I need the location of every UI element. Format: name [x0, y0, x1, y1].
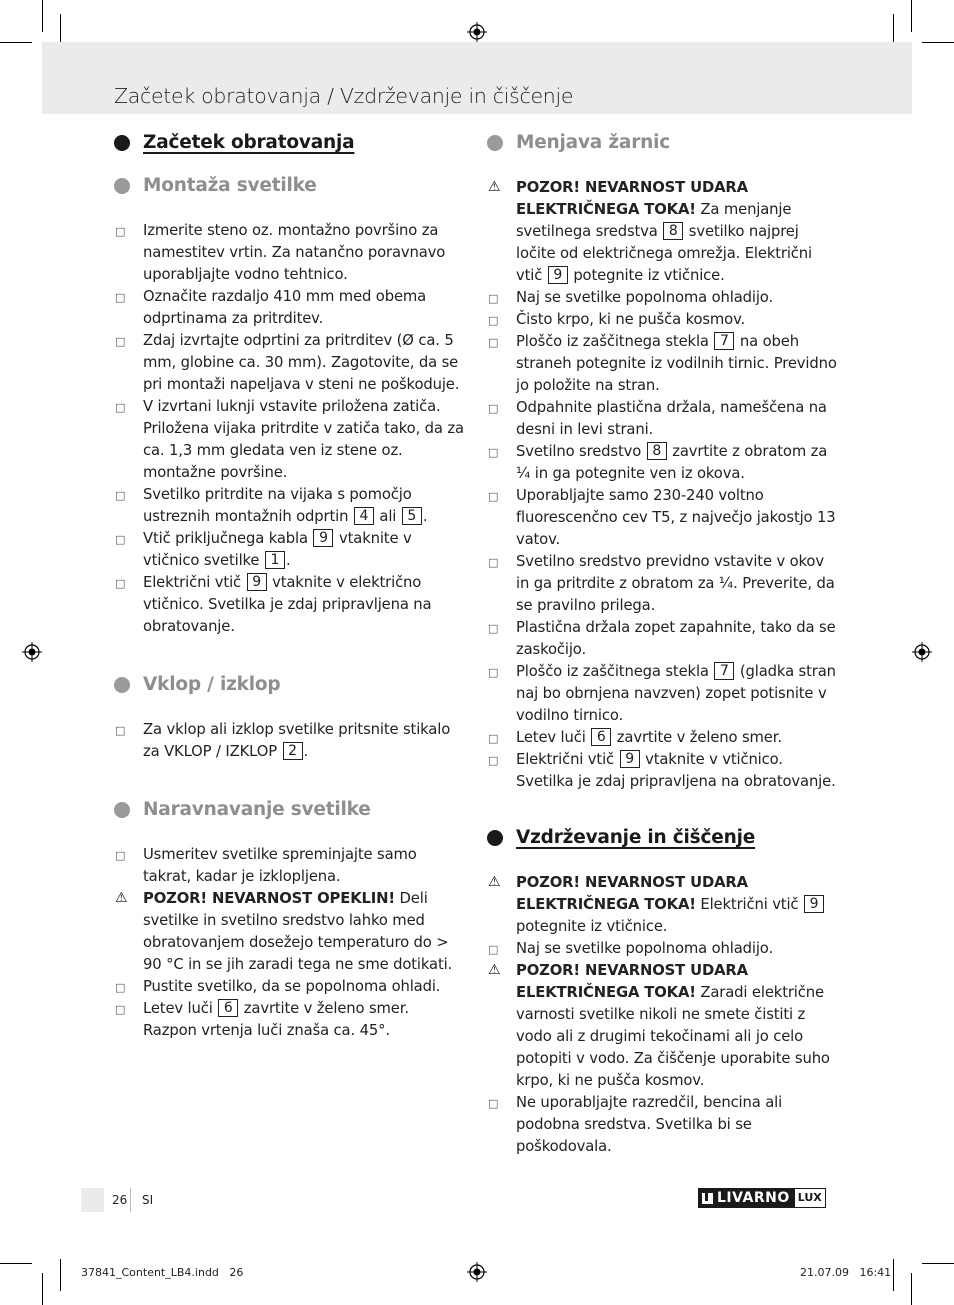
crop-mark	[60, 1259, 61, 1291]
section-title: Vzdrževanje in čiščenje	[516, 827, 756, 848]
section	[114, 175, 466, 638]
item-text: Označite razdaljo 410 mm med obema odprtinama za pritrditev.	[143, 288, 427, 327]
step-item	[114, 976, 466, 998]
dot-bullet-icon	[487, 830, 503, 846]
logo-brand-text: LIVARNO	[717, 1190, 790, 1206]
item-list	[487, 872, 839, 1158]
crop-mark	[42, 1273, 43, 1305]
part-reference: 9	[804, 895, 824, 913]
print-slug-datetime: 21.07.09 16:41	[800, 1266, 892, 1279]
part-reference: 1	[265, 551, 285, 569]
item-list	[114, 719, 466, 763]
item-text: Svetilno sredstvo previdno vstavite v okov in ga pritrdite z obratom za ¼. Preverite, da se pravilno prilega.	[516, 553, 835, 614]
checkbox-icon: □	[115, 981, 126, 994]
step-item	[487, 938, 839, 960]
checkbox-icon: □	[115, 335, 126, 348]
crop-mark	[0, 42, 32, 43]
item-text: Plastična držala zopet zapahnite, tako da se zaskočijo.	[516, 619, 836, 658]
part-reference: 7	[714, 662, 734, 680]
item-text: Naj se svetilke popolnoma ohladijo.	[516, 940, 773, 957]
checkbox-icon: □	[115, 577, 126, 590]
part-reference: 8	[663, 222, 683, 240]
item-text: na obeh straneh potegnite iz vodilnih tirnic. Previdno jo položite na stran.	[516, 333, 837, 394]
section-heading	[487, 827, 839, 848]
logo-suffix: LUX	[794, 1188, 826, 1208]
item-text: zavrtite v želeno smer.	[612, 729, 782, 746]
step-item	[114, 220, 466, 286]
part-reference: 5	[402, 507, 422, 525]
step-item	[114, 528, 466, 572]
step-item	[487, 287, 839, 309]
warning-lead: POZOR! NEVARNOST OPEKLIN!	[143, 890, 395, 907]
step-item	[114, 484, 466, 528]
dot-bullet-icon	[114, 802, 130, 818]
section	[487, 132, 839, 793]
warning-lead: POZOR! NEVARNOST UDARA ELEKTRIČNEGA TOKA!	[516, 179, 748, 218]
section-heading	[114, 799, 466, 820]
section	[114, 132, 466, 153]
part-reference: 9	[620, 750, 640, 768]
section	[114, 674, 466, 763]
section-title: Montaža svetilke	[143, 175, 317, 196]
item-text: zavrtite v želeno smer. Razpon vrtenja luči znaša ca. 45°.	[143, 1000, 409, 1039]
checkbox-icon: □	[115, 489, 126, 502]
item-text: Letev luči	[143, 1000, 218, 1017]
step-item	[114, 844, 466, 888]
checkbox-icon: □	[488, 314, 499, 327]
checkbox-icon: □	[488, 292, 499, 305]
part-reference: 4	[354, 507, 374, 525]
warning-lead: POZOR! NEVARNOST UDARA ELEKTRIČNEGA TOKA!	[516, 874, 748, 913]
dot-bullet-icon	[487, 135, 503, 151]
item-text: .	[422, 508, 428, 525]
item-list	[114, 220, 466, 638]
section	[487, 827, 839, 1158]
item-text: ali	[374, 508, 401, 525]
checkbox-icon: □	[488, 666, 499, 679]
part-reference: 6	[218, 999, 238, 1017]
language-code: SI	[142, 1193, 154, 1207]
registration-crosshair-icon	[467, 22, 487, 42]
page-number: 26	[112, 1193, 128, 1207]
brand-logo	[698, 1188, 826, 1208]
item-text: Deli svetilke in svetilno sredstvo lahko med obratovanjem dosežejo temperaturo do > 90 °C in se jih zaradi tega ne sme dotikati.	[143, 890, 453, 973]
checkbox-icon: □	[488, 446, 499, 459]
item-text: Svetilko pritrdite na vijaka s pomočjo ustreznih montažnih odprtin	[143, 486, 412, 525]
crop-mark	[0, 1263, 32, 1264]
part-reference: 7	[714, 332, 734, 350]
warning-triangle-icon: ⚠	[488, 962, 501, 978]
crop-mark	[893, 1259, 894, 1291]
step-item	[487, 485, 839, 551]
dot-bullet-icon	[114, 677, 130, 693]
step-item	[487, 749, 839, 793]
section-heading	[114, 674, 466, 695]
item-text: vtaknite v vtičnico svetilke	[143, 530, 412, 569]
left-column	[114, 132, 466, 1042]
item-text: .	[285, 552, 291, 569]
checkbox-icon: □	[115, 291, 126, 304]
part-reference: 8	[647, 442, 667, 460]
checkbox-icon: □	[488, 754, 499, 767]
item-text: Čisto krpo, ki ne pušča kosmov.	[516, 311, 746, 328]
item-text: potegnite iz vtičnice.	[568, 267, 725, 284]
item-text: Odpahnite plastična držala, nameščena na desni in levi strani.	[516, 399, 827, 438]
step-item	[114, 286, 466, 330]
warning-item	[114, 888, 466, 976]
section-title: Menjava žarnic	[516, 132, 670, 153]
step-item	[487, 309, 839, 331]
logo-glyph-icon	[702, 1193, 713, 1204]
item-text: Ploščo iz zaščitnega stekla	[516, 333, 714, 350]
crop-mark	[911, 1273, 912, 1305]
item-text: Pustite svetilko, da se popolnoma ohladi.	[143, 978, 441, 995]
item-text: vtaknite v električno vtičnico. Svetilka je zdaj pripravljena na obratovanje.	[143, 574, 432, 635]
step-item	[487, 331, 839, 397]
checkbox-icon: □	[115, 1003, 126, 1016]
registration-crosshair-icon	[467, 1262, 487, 1282]
item-text: potegnite iz vtičnice.	[516, 918, 668, 935]
checkbox-icon: □	[488, 556, 499, 569]
section	[114, 799, 466, 1042]
registration-crosshair-icon	[912, 642, 932, 662]
step-item	[487, 661, 839, 727]
checkbox-icon: □	[115, 533, 126, 546]
section-title: Naravnavanje svetilke	[143, 799, 371, 820]
item-text: Zaradi električne varnosti svetilke nikoli ne smete čistiti z vodo ali z drugimi tekočinami ali jo celo potopiti v vodo. Za čiščenje uporabite suho krpo, ki ne pušča kosmov.	[516, 984, 830, 1089]
item-text: Zdaj izvrtajte odprtini za pritrditev (Ø ca. 5 mm, globine ca. 30 mm). Zagotovite, da se pri montaži napeljava v steni ne poškoduje.	[143, 332, 460, 393]
item-text: Naj se svetilke popolnoma ohladijo.	[516, 289, 773, 306]
crop-mark	[42, 0, 43, 32]
step-item	[487, 1092, 839, 1158]
item-text: Električni vtič	[695, 896, 803, 913]
item-text: Usmeritev svetilke spreminjajte samo takrat, kadar je izklopljena.	[143, 846, 417, 885]
section-heading	[114, 132, 466, 153]
item-text: V izvrtani luknji vstavite priložena zatiča. Priložena vijaka pritrdite v zatiča tako, da za ca. 1,3 mm gledata ven iz stene oz. montažne površine.	[143, 398, 464, 481]
page-title: Začetek obratovanja / Vzdrževanje in čiščenje	[114, 84, 574, 108]
item-text: Svetilno sredstvo	[516, 443, 646, 460]
step-item	[114, 330, 466, 396]
part-reference: 6	[591, 728, 611, 746]
checkbox-icon: □	[488, 732, 499, 745]
dot-bullet-icon	[114, 178, 130, 194]
step-item	[487, 551, 839, 617]
item-text: Električni vtič	[143, 574, 246, 591]
warning-item	[487, 177, 839, 287]
crop-mark	[922, 42, 954, 43]
section-heading	[487, 132, 839, 153]
warning-triangle-icon: ⚠	[488, 179, 501, 195]
right-column	[487, 132, 839, 1158]
warning-lead: POZOR! NEVARNOST UDARA ELEKTRIČNEGA TOKA!	[516, 962, 748, 1001]
footer-page-box	[81, 1188, 104, 1212]
item-list	[487, 177, 839, 793]
item-text: Ploščo iz zaščitnega stekla	[516, 663, 714, 680]
item-text: Uporabljajte samo 230-240 voltno fluorescenčno cev T5, z največjo jakostjo 13 vatov.	[516, 487, 836, 548]
warning-item	[487, 872, 839, 938]
step-item	[114, 396, 466, 484]
step-item	[114, 719, 466, 763]
step-item	[114, 998, 466, 1042]
checkbox-icon: □	[115, 401, 126, 414]
step-item	[487, 397, 839, 441]
checkbox-icon: □	[488, 336, 499, 349]
print-slug-file: 37841_Content_LB4.indd 26	[81, 1266, 244, 1279]
checkbox-icon: □	[115, 849, 126, 862]
checkbox-icon: □	[115, 225, 126, 238]
item-text: Električni vtič	[516, 751, 619, 768]
section-title: Začetek obratovanja	[143, 132, 355, 153]
footer-divider	[130, 1188, 131, 1212]
dot-bullet-icon	[114, 135, 130, 151]
item-text: Ne uporabljajte razredčil, bencina ali podobna sredstva. Svetilka bi se poškodovala.	[516, 1094, 783, 1155]
part-reference: 2	[283, 742, 303, 760]
step-item	[487, 727, 839, 749]
step-item	[114, 572, 466, 638]
item-text: Izmerite steno oz. montažno površino za namestitev vrtin. Za natančno poravnavo uporabljajte vodno tehtnico.	[143, 222, 446, 283]
item-text: Za menjanje svetilnega sredstva	[516, 201, 792, 240]
registration-crosshair-icon	[22, 642, 42, 662]
checkbox-icon: □	[488, 490, 499, 503]
item-text: Letev luči	[516, 729, 591, 746]
logo-main	[698, 1188, 794, 1208]
step-item	[487, 617, 839, 661]
checkbox-icon: □	[115, 724, 126, 737]
item-text: .	[303, 743, 309, 760]
crop-mark	[922, 1263, 954, 1264]
section-title: Vklop / izklop	[143, 674, 281, 695]
item-text: svetilko najprej ločite od električnega omrežja. Električni vtič	[516, 223, 812, 284]
item-text: Vtič priključnega kabla	[143, 530, 313, 547]
checkbox-icon: □	[488, 943, 499, 956]
part-reference: 9	[247, 573, 267, 591]
part-reference: 9	[548, 266, 568, 284]
warning-triangle-icon: ⚠	[115, 890, 128, 906]
warning-triangle-icon: ⚠	[488, 874, 501, 890]
part-reference: 9	[313, 529, 333, 547]
section-heading	[114, 175, 466, 196]
item-text: vtaknite v vtičnico. Svetilka je zdaj pripravljena na obratovanje.	[516, 751, 836, 790]
item-text: (gladka stran naj bo obrnjena navzven) zopet potisnite v vodilno tirnico.	[516, 663, 836, 724]
item-text: zavrtite z obratom za ¼ in ga potegnite ven iz okova.	[516, 443, 828, 482]
step-item	[487, 441, 839, 485]
item-text: Za vklop ali izklop svetilke pritsnite stikalo za VKLOP / IZKLOP	[143, 721, 451, 760]
checkbox-icon: □	[488, 402, 499, 415]
crop-mark	[911, 0, 912, 32]
item-list	[114, 844, 466, 1042]
warning-item	[487, 960, 839, 1092]
checkbox-icon: □	[488, 1097, 499, 1110]
checkbox-icon: □	[488, 622, 499, 635]
